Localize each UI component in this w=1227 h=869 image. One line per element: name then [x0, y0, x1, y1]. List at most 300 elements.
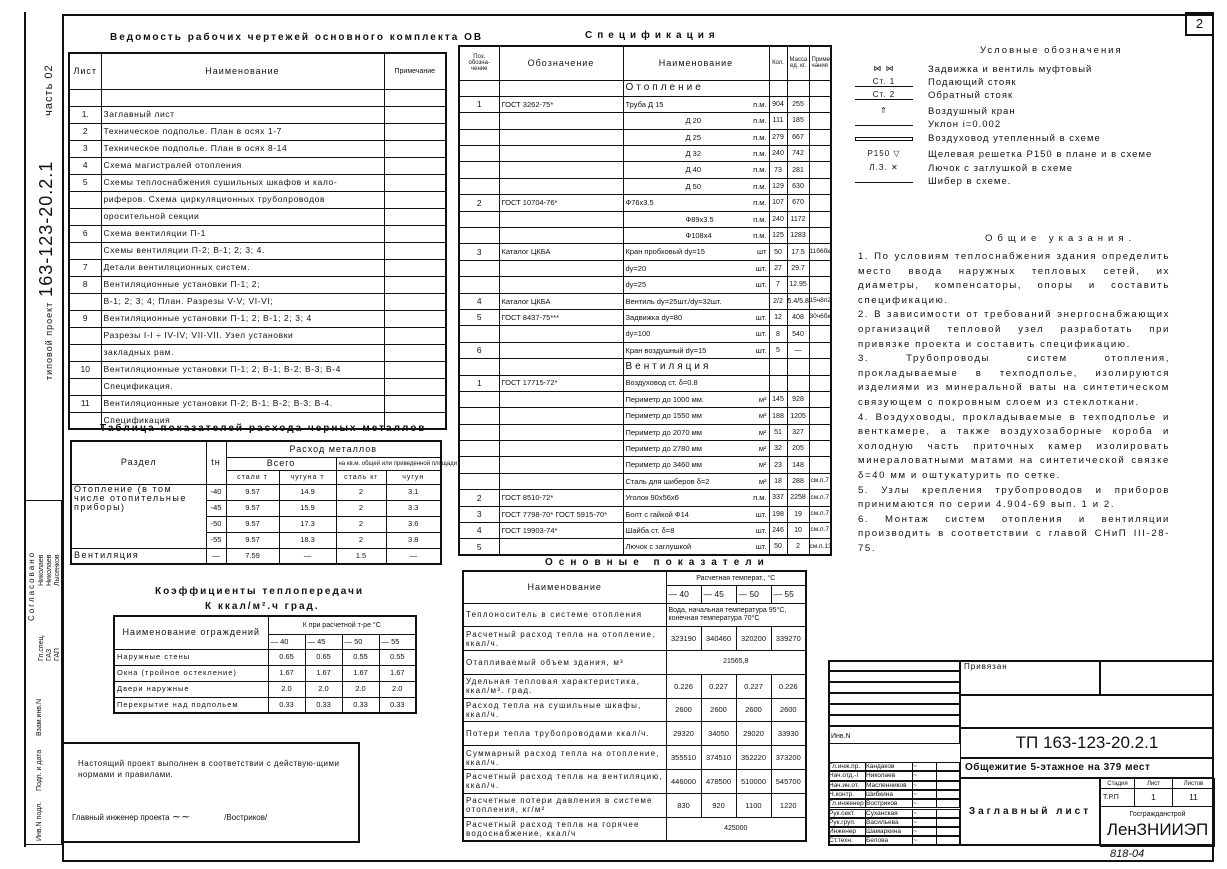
sheet-note	[384, 344, 446, 361]
doc-code: ТП 163-123-20.2.1	[960, 728, 1214, 758]
indicators-title: Основные показатели	[545, 557, 770, 568]
staff-name: Суханская	[866, 810, 913, 817]
table-row	[459, 211, 831, 227]
statement-text: Настоящий проект выполнен в соответствии с действую-щими нормами и правилами.	[78, 759, 340, 779]
note: см.п.7	[809, 523, 831, 539]
sheet-number	[69, 344, 101, 361]
sheet-name: Спецификация	[101, 412, 384, 429]
table-row	[459, 309, 831, 325]
item-name	[623, 391, 769, 407]
col-iron-kg: чугун	[386, 470, 441, 484]
spec-title: Спецификация	[585, 30, 720, 41]
note	[809, 162, 831, 178]
sheet-number: 9	[69, 310, 101, 327]
side-project-label	[36, 64, 57, 380]
note	[809, 408, 831, 424]
k-value: 1.67	[379, 665, 416, 681]
staff-role: Рук.сект.	[829, 810, 866, 817]
item-name	[623, 113, 769, 129]
sheet-name: Вентиляционные установки П-1; 2;	[101, 276, 384, 293]
item-name-wrap	[626, 396, 767, 404]
blank-row	[828, 660, 960, 671]
attached-right-cell	[1100, 660, 1214, 695]
col-name: Наименование	[463, 571, 666, 603]
sheet-name: закладных рам.	[101, 344, 384, 361]
staff-name: Николаев	[866, 772, 913, 779]
metal-value: 9.57	[226, 484, 279, 500]
sheet-number	[69, 293, 101, 310]
staff-name: Масленников	[866, 782, 913, 789]
metal-value: —	[386, 548, 441, 564]
item-label: Лючок с заглушкой	[625, 542, 692, 552]
metal-value: 2	[336, 484, 386, 500]
staff-role: Нач.ин.от.	[829, 782, 866, 789]
legend-text: Щелевая решетка Р150 в плане и в схеме	[928, 149, 1153, 160]
table-row	[459, 424, 831, 440]
table-row	[459, 195, 831, 211]
table-row	[459, 375, 831, 391]
unit: п.м.	[753, 198, 767, 208]
designation	[499, 113, 623, 129]
position	[459, 113, 499, 129]
k-value: 0.33	[379, 697, 416, 713]
k-value: 2.0	[342, 681, 379, 697]
section-name: Вентиляция	[71, 548, 206, 564]
item-name	[623, 375, 769, 391]
designation: ГОСТ 8510-72*	[499, 490, 623, 506]
item-label: Вентиль dy=25шт./dy=32шт.	[625, 296, 722, 306]
temp-header: — 55	[771, 585, 806, 603]
legend-symbol-icon	[855, 149, 913, 158]
unit: п.м.	[753, 149, 767, 158]
stage-table	[1100, 778, 1215, 847]
item-label: Д 40	[685, 165, 702, 175]
item-name	[623, 96, 769, 112]
col-mass: Масса ед. кг.	[787, 46, 809, 80]
table-row	[69, 361, 446, 378]
quantity: 73	[769, 162, 787, 178]
drawings-list-table	[68, 52, 447, 430]
unit: шт.	[755, 509, 767, 519]
table-row	[71, 484, 441, 500]
col-steel-kg: сталь кг	[336, 470, 386, 484]
unit: шт.	[755, 312, 767, 322]
note	[809, 96, 831, 112]
table-row	[459, 342, 831, 358]
indicator-value: 425000	[666, 817, 806, 841]
item-label: Сталь для шиберов δ=2	[625, 476, 710, 486]
designation: ГОСТ 7798-70* ГОСТ 5915-70*	[499, 506, 623, 522]
item-name-wrap	[626, 347, 767, 355]
item-label: Периметр до 1000 мм.	[625, 394, 704, 404]
position	[459, 326, 499, 342]
item-name	[623, 424, 769, 440]
item-name	[623, 473, 769, 489]
designation	[499, 457, 623, 473]
table-row	[463, 627, 806, 651]
designation: ГОСТ 19903-74*	[499, 523, 623, 539]
item-name	[623, 441, 769, 457]
legend-symbol-text: ⇑	[880, 106, 888, 115]
indicator-value: 446000	[666, 770, 701, 794]
sheet-number: 2	[69, 123, 101, 140]
table-row	[69, 140, 446, 157]
metals-title: Таблица показателей расхода черных металлов	[100, 423, 427, 434]
table-row	[459, 506, 831, 522]
sheet-number: 7	[69, 259, 101, 276]
metal-value: 17.3	[279, 516, 336, 532]
k-value: 0.33	[268, 697, 305, 713]
general-notes	[858, 250, 1170, 556]
item-label: Д 20	[685, 116, 702, 126]
unit: шт.	[755, 345, 767, 355]
sheet-name: Схема магистралей отопления	[101, 157, 384, 174]
general-note: 4. Воздуховоды, прокладываемые в техподполье и венткамере, а также воздухозаборные короба и холодную часть приточных камер изолировать минераловатными матами на синтетической связке δ=40 мм и оштукатурить по сетке.	[858, 411, 1170, 481]
designation	[499, 162, 623, 178]
table-row	[114, 697, 416, 713]
stage-label: Стадия	[1101, 779, 1135, 789]
indicator-value: 29020	[736, 722, 771, 746]
unit: п.м.	[753, 132, 767, 142]
enclosure-name: Наружные стены	[114, 649, 268, 665]
enclosure-name: Окна (тройное остекление)	[114, 665, 268, 681]
unit-mass: 255	[787, 96, 809, 112]
item-name	[623, 457, 769, 473]
designation	[499, 473, 623, 489]
metal-value: 1.5	[336, 548, 386, 564]
staff-row	[828, 809, 960, 818]
col-temp: Расчетная температ., °С	[666, 571, 806, 585]
legend-symbol-icon	[855, 133, 913, 141]
metal-value: —	[279, 548, 336, 564]
sheet-name: Техническое подполье. План в осях 8-14	[101, 140, 384, 157]
staff-name: Васильева	[866, 819, 913, 826]
item-name-wrap	[626, 298, 767, 306]
item-name	[623, 342, 769, 358]
k-value: 1.67	[305, 665, 342, 681]
sheet-note	[384, 310, 446, 327]
unit: п.м.	[753, 116, 767, 126]
inv-label: Инв.N	[828, 726, 960, 744]
signature-icon: ~	[913, 763, 937, 770]
unit-mass: 288	[787, 473, 809, 489]
signature-icon: ~	[913, 810, 937, 817]
unit: п.м.	[753, 99, 767, 109]
unit-mass	[787, 375, 809, 391]
metal-value: -45	[206, 500, 226, 516]
signature-icon: ~	[913, 828, 937, 835]
item-label: Кран пробковый dy=15	[625, 247, 705, 257]
quantity: 129	[769, 178, 787, 194]
designation	[499, 424, 623, 440]
blank-row	[828, 671, 960, 682]
col-name: Наименование	[623, 46, 769, 80]
item-name	[623, 195, 769, 211]
legend-title: Условные обозначения	[980, 45, 1123, 56]
unit: м²	[758, 394, 767, 404]
designation: ГОСТ 17715-72*	[499, 375, 623, 391]
project-part: часть 02	[43, 64, 55, 116]
sheet-name: Вентиляционные установки П-1; 2; В-1; 2; 3; 4	[101, 310, 384, 327]
indicator-value: 339270	[771, 627, 806, 651]
metal-value: -55	[206, 532, 226, 548]
item-name-wrap	[626, 330, 767, 338]
staff-role: Инженер	[829, 828, 866, 835]
legend-symbol-text: Ст. 1	[872, 77, 896, 86]
unit-mass: 29.7	[787, 260, 809, 276]
position: 5	[459, 539, 499, 555]
col-section: Раздел	[71, 441, 206, 484]
note	[809, 375, 831, 391]
archive-number: 818-04	[1110, 848, 1145, 860]
table-row	[69, 106, 446, 123]
sheet-note	[384, 395, 446, 412]
duct-symbol	[855, 137, 913, 141]
item-name-wrap	[626, 199, 767, 207]
designation	[499, 342, 623, 358]
quantity: 51	[769, 424, 787, 440]
item-name-wrap	[626, 166, 767, 174]
sheet-number: 5	[69, 174, 101, 191]
general-note: 5. Узлы крепления трубопроводов и приборов принимаются по серии 4.904-69 вып. 1 и 2.	[858, 484, 1170, 511]
note: см.п.7	[809, 506, 831, 522]
col-note: Примечание	[384, 53, 446, 89]
table-row	[69, 157, 446, 174]
designation: ГОСТ 3262-75*	[499, 96, 623, 112]
quantity	[769, 375, 787, 391]
sheet-number	[69, 378, 101, 395]
position	[459, 146, 499, 162]
sheets-label: Листов	[1173, 779, 1215, 789]
table-row	[69, 174, 446, 191]
quantity: 337	[769, 490, 787, 506]
signature-icon: ~	[913, 791, 937, 798]
unit-mass: 19	[787, 506, 809, 522]
col-consumption: Расход металлов	[226, 441, 441, 457]
unit-mass: 928	[787, 391, 809, 407]
designation	[499, 441, 623, 457]
item-name	[623, 490, 769, 506]
item-name-wrap	[626, 511, 767, 519]
col-pos: Поз. обозна-чение	[459, 46, 499, 80]
legend-symbol-text: Р150 ▽	[867, 149, 901, 158]
general-note: 3. Трубопроводы систем отопления, прокладываемые в техподполье, изолируются изделиями из минеральной ваты на синтетическом связующем с покровным слоем из стеклоткани.	[858, 353, 1170, 408]
metal-value: 18.3	[279, 532, 336, 548]
item-name-wrap	[626, 101, 767, 109]
indicator-value: 320200	[736, 627, 771, 651]
sheet-number: 4	[69, 157, 101, 174]
staff-row	[828, 799, 960, 808]
staff-row	[828, 827, 960, 836]
position: 1	[459, 96, 499, 112]
note	[809, 211, 831, 227]
k-value: 0.55	[342, 649, 379, 665]
position: 2	[459, 195, 499, 211]
legend-symbol-icon	[855, 163, 913, 172]
staff-row	[828, 790, 960, 799]
item-label: Шайба ст. δ=8	[625, 525, 675, 535]
position: 4	[459, 293, 499, 309]
item-name-wrap	[626, 461, 767, 469]
sheet-number: 3	[69, 140, 101, 157]
line-symbol	[855, 125, 913, 126]
unit-mass: 1172	[787, 211, 809, 227]
table-row	[463, 770, 806, 794]
quantity: 27	[769, 260, 787, 276]
quantity: 32	[769, 441, 787, 457]
unit: п.м.	[753, 214, 767, 224]
sheet-name: Вентиляционные установки П-2; В-1; В-2; В-3; В-4.	[101, 395, 384, 412]
item-label: Труба Д 15	[625, 99, 664, 109]
unit-mass	[787, 359, 809, 375]
legend-text: Задвижка и вентиль муфтовый	[928, 64, 1093, 75]
building-name: Общежитие 5-этажное на 379 мест	[960, 758, 1214, 778]
table-row	[69, 191, 446, 208]
coef-subtitle: К ккал/м².ч град.	[205, 601, 320, 612]
item-label: Периметр до 3460 мм	[625, 460, 702, 470]
indicator-name: Теплоноситель в системе отопления	[463, 603, 666, 627]
sheet-name: Схемы вентиляции П-2; В-1; 2; 3; 4.	[101, 242, 384, 259]
item-name-wrap	[626, 117, 767, 125]
staff-role: Н.контр.	[829, 791, 866, 798]
indicator-value: 0.227	[701, 674, 736, 698]
item-label: Задвижка dy=80	[625, 312, 683, 322]
item-name-wrap	[626, 543, 767, 551]
metal-value: 14.9	[279, 484, 336, 500]
sheet-note	[384, 242, 446, 259]
sheet-number	[69, 89, 101, 106]
metal-value: 2	[336, 532, 386, 548]
designation	[499, 391, 623, 407]
temp-header: — 45	[305, 634, 342, 649]
legend-symbol-icon	[855, 90, 913, 100]
item-label: Периметр до 2070 мм	[625, 427, 702, 437]
designation	[499, 211, 623, 227]
quantity: 50	[769, 539, 787, 555]
indicator-value: 478500	[701, 770, 736, 794]
note	[809, 195, 831, 211]
blank-row	[828, 715, 960, 726]
position	[459, 441, 499, 457]
approval-name: Николаев	[38, 554, 45, 586]
attached-label: Привязан	[964, 662, 1008, 671]
item-label: Периметр до 1550 мм	[625, 411, 702, 421]
item-label: Болт с гайкой Ф14	[625, 509, 689, 519]
sheet-note	[384, 174, 446, 191]
indicators-table	[462, 570, 807, 842]
item-name	[623, 228, 769, 244]
staff-name: Востриков	[866, 800, 913, 807]
indicator-value: 2600	[771, 698, 806, 722]
item-name	[623, 523, 769, 539]
position	[459, 80, 499, 96]
staff-role: Гл.инженер	[829, 800, 866, 807]
note	[809, 146, 831, 162]
metal-value: 2	[336, 500, 386, 516]
indicator-name: Расход тепла на сушильные шкафы, ккал/ч.	[463, 698, 666, 722]
table-row	[69, 344, 446, 361]
note	[809, 113, 831, 129]
item-name-wrap	[626, 183, 767, 191]
legend-symbol-icon	[855, 64, 913, 73]
organization	[1101, 807, 1215, 847]
quantity: 188	[769, 408, 787, 424]
general-note: 6. Монтаж систем отопления и вентиляции производить в соответствии с главой СНиП III-28-75.	[858, 513, 1170, 554]
sheet-name: оросительной секции	[101, 208, 384, 225]
col-tn: tн	[206, 441, 226, 484]
position	[459, 211, 499, 227]
table-row	[114, 681, 416, 697]
col-enclosure: Наименование ограждений	[114, 616, 268, 649]
enclosure-name: Двери наружные	[114, 681, 268, 697]
staff-name: Кандаков	[866, 763, 913, 770]
unit: м²	[758, 460, 767, 470]
item-label: dy=100	[625, 329, 651, 339]
unit-mass: 327	[787, 424, 809, 440]
item-name	[623, 293, 769, 309]
item-name	[623, 80, 769, 96]
blank-cell	[960, 695, 1214, 728]
quantity: 12	[769, 309, 787, 325]
sheet-note	[384, 140, 446, 157]
table-row	[459, 80, 831, 96]
designation	[499, 539, 623, 555]
col-qty: Кол.	[769, 46, 787, 80]
note	[809, 178, 831, 194]
coefficients-table	[113, 615, 417, 714]
metal-value: 3.1	[386, 484, 441, 500]
legend-text: Подающий стояк	[928, 77, 1017, 88]
note	[809, 129, 831, 145]
quantity: 5	[769, 342, 787, 358]
designation: Каталог ЦКБА	[499, 244, 623, 260]
unit: п.м.	[753, 230, 767, 240]
coef-title: Коэффициенты теплопередачи	[155, 586, 365, 597]
staff-row	[828, 836, 960, 845]
signature-icon: ~	[913, 819, 937, 826]
item-name	[623, 326, 769, 342]
table-row	[69, 327, 446, 344]
metal-value: 3.8	[386, 532, 441, 548]
item-name-wrap	[626, 134, 767, 142]
item-name-wrap	[626, 232, 767, 240]
sheet-note	[384, 327, 446, 344]
metal-value: -40	[206, 484, 226, 500]
table-row	[459, 162, 831, 178]
sheet-number: 11	[69, 395, 101, 412]
note	[809, 424, 831, 440]
note	[809, 80, 831, 96]
approval-title: Согласовано	[27, 550, 36, 621]
table-row	[463, 603, 806, 627]
item-name-wrap	[626, 150, 767, 158]
note: см.п.13	[809, 539, 831, 555]
sheet-name: риферов. Схема циркуляционных трубопроводов	[101, 191, 384, 208]
col-k: К при расчетной т-ре °С	[268, 616, 416, 634]
unit-mass: 1205	[787, 408, 809, 424]
signature-icon: ~	[913, 837, 937, 844]
table-row	[459, 408, 831, 424]
unit-mass: 630	[787, 178, 809, 194]
item-name-wrap	[626, 412, 767, 420]
table-row	[459, 326, 831, 342]
item-label: Д 32	[685, 149, 702, 158]
unit-mass: 12.95	[787, 277, 809, 293]
item-name	[623, 309, 769, 325]
designation	[499, 129, 623, 145]
sheet-note	[384, 191, 446, 208]
designation	[499, 146, 623, 162]
